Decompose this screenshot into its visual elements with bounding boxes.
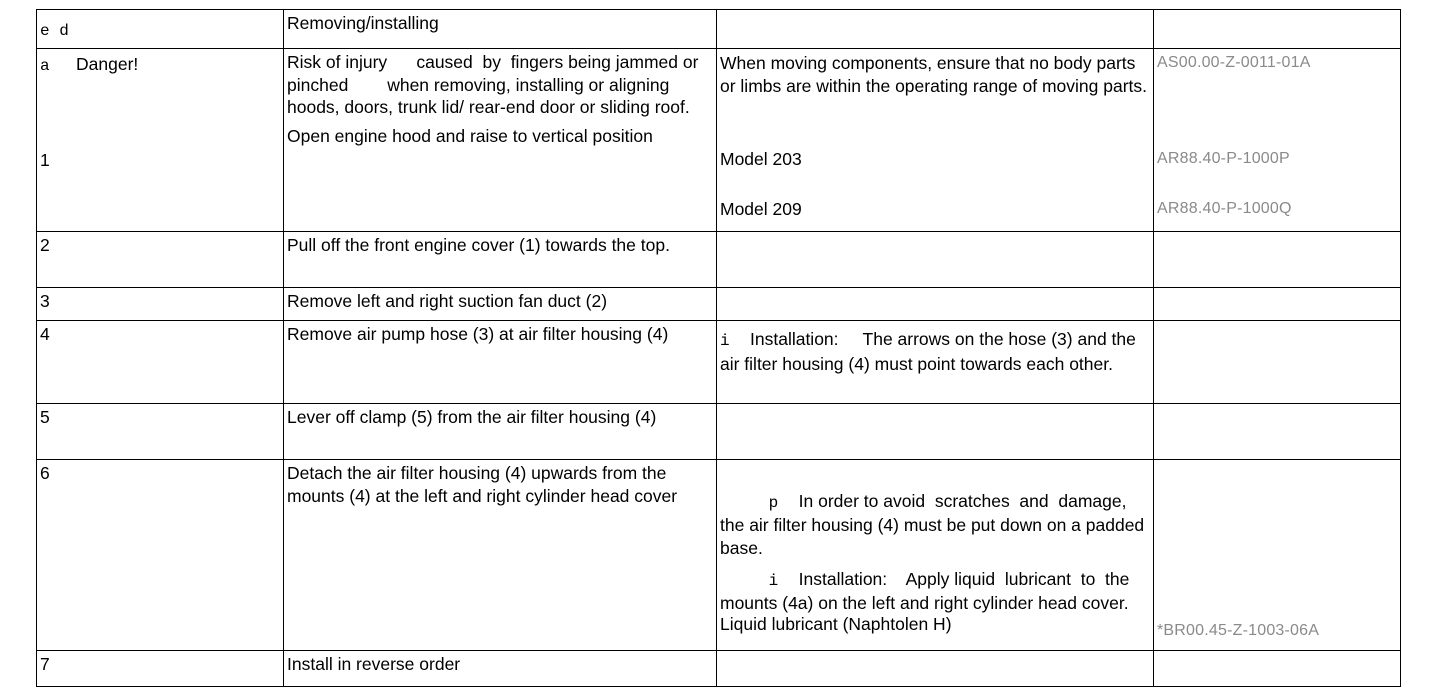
model-209-note: Model 209 — [720, 199, 802, 219]
table-row — [37, 321, 1401, 404]
step-text-3: Remove left and right suction fan duct (2) — [287, 291, 608, 311]
model-209-ref[interactable]: AR88.40-P-1000Q — [1157, 200, 1292, 217]
step-number-3: 3 — [40, 291, 50, 311]
info-icon: i — [768, 571, 779, 590]
danger-label: Danger! — [76, 54, 139, 74]
danger-text: Risk of injury caused by fingers being jammed or pinched when removing, installing or aligning hoods, doors, trunk lid/ rear-end door or sliding roof. — [287, 52, 704, 117]
step-text-1: Open engine hood and raise to vertical position — [287, 125, 653, 146]
step-number-4: 4 — [40, 324, 50, 344]
lubricant-ref[interactable]: *BR00.45-Z-1003-06A — [1157, 621, 1320, 639]
table-row — [37, 288, 1401, 321]
info-icon: i — [720, 332, 730, 350]
step-text-7: Install in reverse order — [287, 654, 461, 674]
installation-note-step-4: Installation: The arrows on the hose (3) and the air filter housing (4) must point towards each other. — [720, 329, 1141, 374]
step-number-5: 5 — [40, 407, 50, 427]
step-number-6: 6 — [40, 463, 50, 483]
table-row — [37, 460, 1401, 651]
section-title: Removing/installing — [287, 13, 439, 33]
caution-icon: p — [768, 493, 779, 512]
step-text-6: Detach the air filter housing (4) upwards from the mounts (4) at the left and right cylinder head cover — [287, 463, 678, 506]
danger-ref[interactable]: AS00.00-Z-0011-01A — [1157, 54, 1311, 71]
lubricant-note: Liquid lubricant (Naphtolen H) — [720, 614, 952, 634]
header-code: e d — [40, 22, 69, 40]
table-row — [37, 232, 1401, 288]
danger-note: When moving components, ensure that no body parts or limbs are within the operating range of moving parts. — [720, 53, 1148, 96]
step-number-2: 2 — [40, 235, 50, 255]
table-row-header — [37, 10, 1401, 49]
danger-icon: a — [40, 57, 50, 75]
step-text-4: Remove air pump hose (3) at air filter housing (4) — [287, 324, 669, 344]
table-row — [37, 404, 1401, 460]
procedure-table — [36, 9, 1401, 687]
step-text-2: Pull off the front engine cover (1) towards the top. — [287, 235, 670, 255]
caution-note: In order to avoid scratches and damage, the air filter housing (4) must be put down on a padded base. — [720, 490, 1150, 558]
model-203-note: Model 203 — [720, 149, 802, 169]
table-row-danger-step-1 — [37, 49, 1401, 232]
installation-note-step-6: Installation: Apply liquid lubricant to the mounts (4a) on the left and right cylinder head cover. — [720, 568, 1135, 613]
step-number-7: 7 — [40, 654, 50, 674]
model-203-ref[interactable]: AR88.40-P-1000P — [1157, 150, 1290, 167]
step-number-1: 1 — [40, 150, 50, 170]
step-text-5: Lever off clamp (5) from the air filter housing (4) — [287, 407, 657, 427]
table-row — [37, 651, 1401, 687]
